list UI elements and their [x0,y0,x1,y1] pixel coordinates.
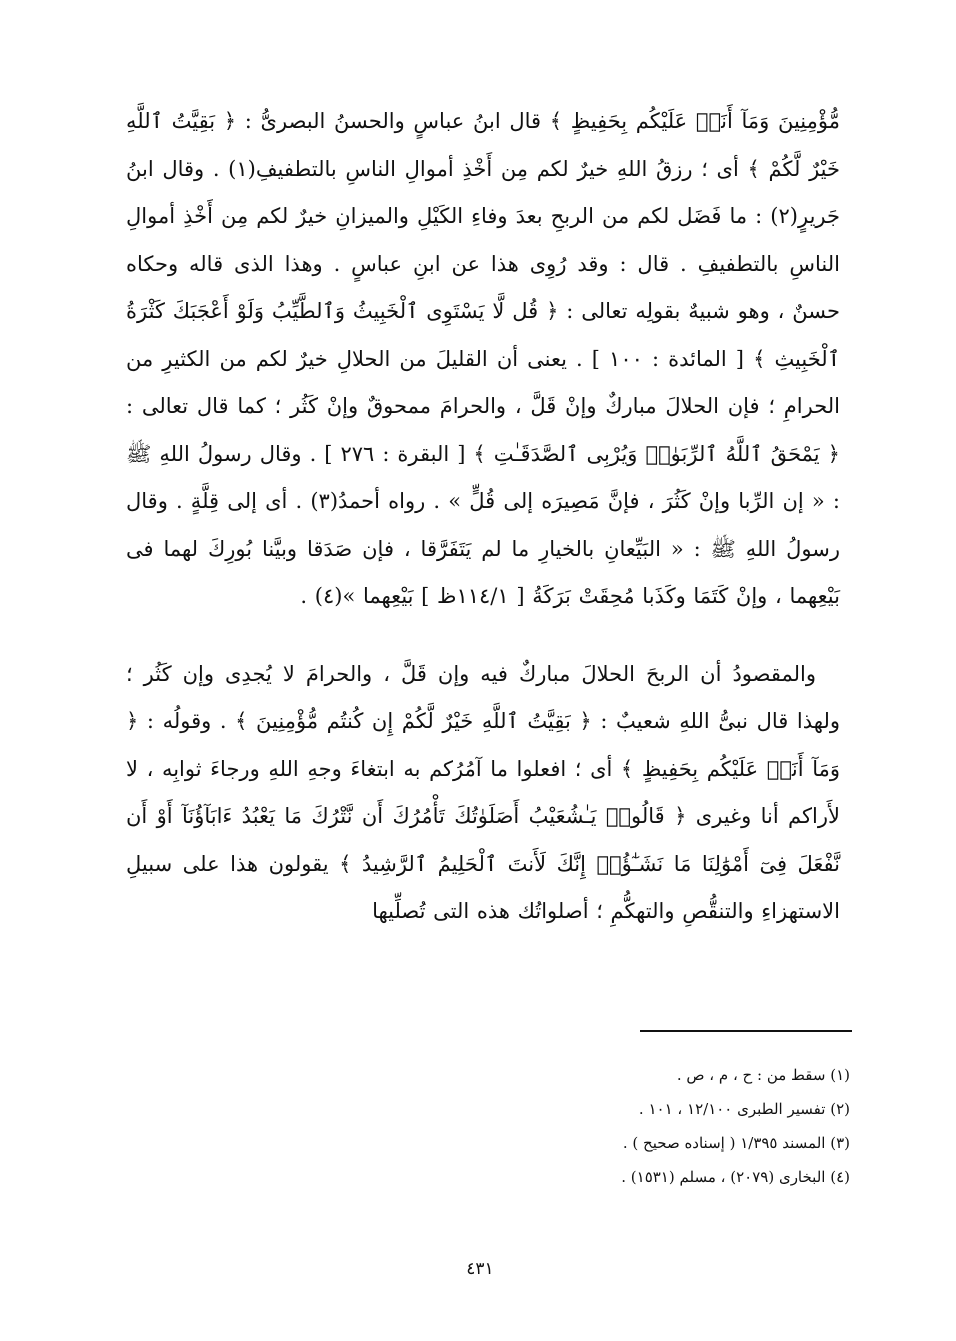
page-number: ٤٣١ [466,1259,494,1279]
footnote: (٢) تفسير الطبرى ١٢/١٠٠ ، ١٠١ . [638,1100,850,1118]
main-text [126,98,840,936]
paragraph: والمقصودُ أن الربحَ الحلالَ مباركٌ فيه وإن قَلَّ ، والحرامَ لا يُجدِى وإن كَثُر ؛ ولهذا قال نبىُّ اللهِ شعيبٌ : ﴿ بَقِيَّتُ ٱللَّهِ خَيْرٌ لَّكُمْ إِن كُنتُم مُّؤْمِنِينَ ﴾ . وقولُه : ﴿ وَمَآ أَنَا۠ عَلَيْكُم بِحَفِيظٍ ﴾ أى ؛ افعلوا ما آمُرُكم به ابتغاءَ وجهِ اللهِ ورجاءَ ثوابِه ، لا لأَراكم أنا وغيرى ﴿ قَالُوا۟ يَـٰشُعَيْبُ أَصَلَوٰتُكَ تَأْمُرُكَ أَن نَّتْرُكَ مَا يَعْبُدُ ءَابَآؤُنَآ أَوْ أَن نَّفْعَلَ فِىٓ أَمْوَٰلِنَا مَا نَشَـٰٓؤُا۟ إِنَّكَ لَأَنتَ ٱلْحَلِيمُ ٱلرَّشِيدُ ﴾ يقولون هذا على سبيلِ الاستهزاءِ والتنقُّصِ والتهكُّمِ ؛ أصلواتُك هذه التى تُصلِّيها [126,661,840,923]
footnote: (٣) المسند ١/٣٩٥ ( إسناده صحيح ) . [622,1134,850,1152]
footnotes [420,1058,850,1194]
paragraph: مُّؤْمِنِينَ وَمَآ أَنَا۠ عَلَيْكُم بِحَفِيظٍ ﴾ قال ابنُ عباسٍ والحسنُ البصرىُّ : ﴿ بَقِيَّتُ ٱللَّهِ خَيْرٌ لَّكُمْ ﴾ أى ؛ رزقُ اللهِ خيرٌ لكم مِن أَخْذِ أموالِ الناسِ بالتطفيفِ(١) . وقال ابنُ جَريرٍ(٢) : ما فَضَل لكم من الربحِ بعدَ وفاءِ الكَيْلِ والميزانِ خيرٌ لكم مِن أَخْذِ أموالِ الناسِ بالتطفيفِ . قال : وقد رُوِى هذا عن ابنِ عباسٍ . وهذا الذى قاله وحكاه حسنٌ ، وهو شبيهٌ بقولِه تعالى : ﴿ قُل لَّا يَسْتَوِى ٱلْخَبِيثُ وَٱلطَّيِّبُ وَلَوْ أَعْجَبَكَ كَثْرَةُ ٱلْخَبِيثِ ﴾ [ المائدة : ١٠٠ ] . يعنى أن القليلَ من الحلالِ خيرٌ لكم من الكثيرِ من الحرامِ ؛ فإن الحلالَ مباركٌ وإنْ قَلَّ ، والحرامَ ممحوقٌ وإنْ كَثُر ؛ كما قال تعالى : ﴿ يَمْحَقُ ٱللَّهُ ٱلرِّبَوٰا۟ وَيُرْبِى ٱلصَّدَقَـٰتِ ﴾ [ البقرة : ٢٧٦ ] . وقال رسولُ اللهِ ﷺ : « إن الرِّبا وإنْ كَثُرَ ، فإنَّ مَصِيرَه إلى قُلٍّ » . رواه أحمدُ(٣) . أى إلى قِلَّةٍ . وقال رسولُ اللهِ ﷺ : « البَيِّعانِ بالخيارِ ما لم يَتَفَرَّقا ، فإن صَدَقا وبيَّنا بُورِكَ لهما فى بَيْعِهما ، وإنْ كَتَمَا وكَذَبا مُحِقَتْ بَرَكَةُ [ ١١٤/١ظ ] بَيْعِهما »(٤) . [126,109,840,608]
footnote: (٤) البخارى (٢٠٧٩) ، مسلم (١٥٣١) . [621,1168,850,1186]
footnote-separator [640,1030,852,1032]
footnote: (١) سقط من : ح ، م ، ص . [676,1066,850,1084]
